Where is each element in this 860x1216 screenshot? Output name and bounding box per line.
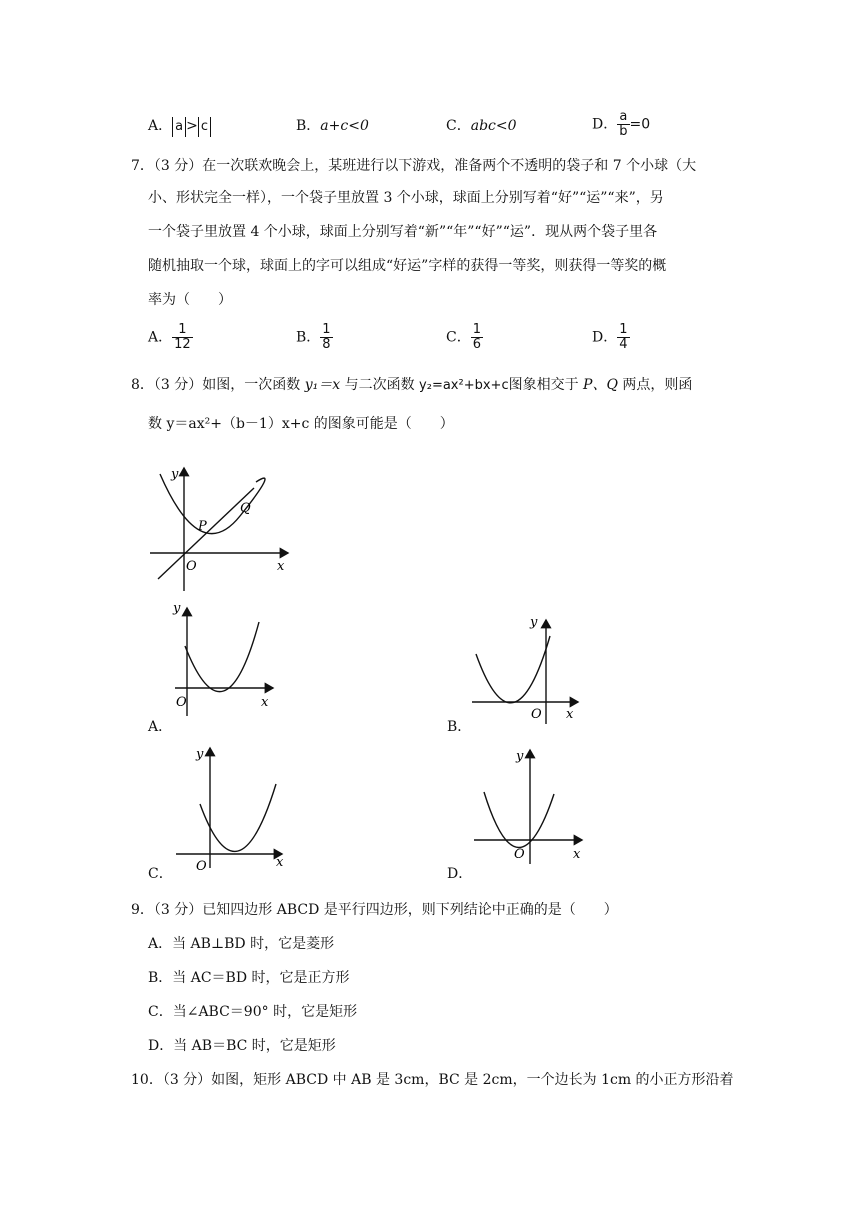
q8-line-2: 数 y＝ax²+（b－1）x+c 的图象可能是（ ） [148,416,454,432]
q8-option-d: D． [447,866,473,882]
q9-stem: 9．（3 分）已知四边形 ABCD 是平行四边形，则下列结论中正确的是（ ） [131,902,618,918]
q8-line-1: 8．（3 分）如图，一次函数 y₁＝x 与二次函数 y₂=ax²+bx+c图象相交于 P、Q 两点，则函 [131,377,693,393]
q9-option-a: A．当 AB⊥BD 时，它是菱形 [148,936,335,952]
q8-graph-b-x-label: x [566,707,574,722]
q8-graph-a-x-label: x [261,695,269,710]
q8-graph-b-origin-label: O [531,707,542,722]
q8-graph-a [165,598,280,718]
q8-graph-a-origin-label: O [176,695,187,710]
q7-line-2: 小、形状完全一样），一个袋子里放置 3 个小球，球面上分别写着“好”“运”“来”，另 [148,190,664,206]
q10-line-1: 10．（3 分）如图，矩形 ABCD 中 AB 是 3cm，BC 是 2cm，一个边长为 1cm 的小正方形沿着 [131,1072,734,1088]
q7-line-1: 7．（3 分）在一次联欢晚会上，某班进行以下游戏，准备两个不透明的袋子和 7 个小球（大 [131,158,697,174]
q8-graph-b [468,612,588,724]
q7-option-b: B． $\frac{1}{8}$ [296,322,331,352]
q8-main-x-label: x [277,559,285,574]
q8-graph-c-x-label: x [276,855,284,870]
q8-main-y-label: y [171,467,179,482]
q7-option-a: A． $\frac{1}{12}$ [148,322,191,352]
q9-option-b: B．当 AC＝BD 时，它是正方形 [148,970,350,986]
q6-option-d: D． $\frac{a}{b}$ =0 [592,109,651,139]
q7-line-3: 一个袋子里放置 4 个小球，球面上分别写着“新”“年”“好”“运”．现从两个袋子里各 [148,224,658,240]
q8-option-a: A． [148,719,173,735]
q8-main-origin-label: O [186,559,197,574]
q8-graph-c-origin-label: O [196,859,207,870]
q9-option-c: C．当∠ABC＝90° 时，它是矩形 [148,1004,358,1020]
q7-line-4: 随机抽取一个球，球面上的字可以组成“好运”字样的获得一等奖，则获得一等奖的概 [148,258,667,274]
q6-option-b: B．a+c<0 [296,118,369,134]
q7-option-d: D． $\frac{1}{4}$ [592,322,628,352]
q8-graph-d-origin-label: O [514,847,525,862]
q8-graph-c [170,742,290,870]
q8-graph-b-y-label: y [530,615,538,630]
q8-graph-d [470,742,590,866]
q9-option-d: D．当 AB＝BC 时，它是矩形 [148,1038,336,1054]
q8-main-p-label: P [198,519,207,534]
q6-option-c: C．abc<0 [446,118,517,134]
q8-graph-c-y-label: y [196,747,204,762]
q8-main-q-label: Q [240,501,251,516]
q8-option-c: C． [148,866,173,882]
q8-main-figure [140,446,300,596]
q8-graph-d-y-label: y [516,749,524,764]
q6-option-a: A． a > c [148,116,211,137]
q8-graph-a-y-label: y [173,601,181,616]
q8-graph-d-x-label: x [573,847,581,862]
q7-line-5: 率为（ ） [148,292,232,308]
q7-option-c: C． $\frac{1}{6}$ [446,322,481,352]
q8-option-b: B． [447,719,472,735]
